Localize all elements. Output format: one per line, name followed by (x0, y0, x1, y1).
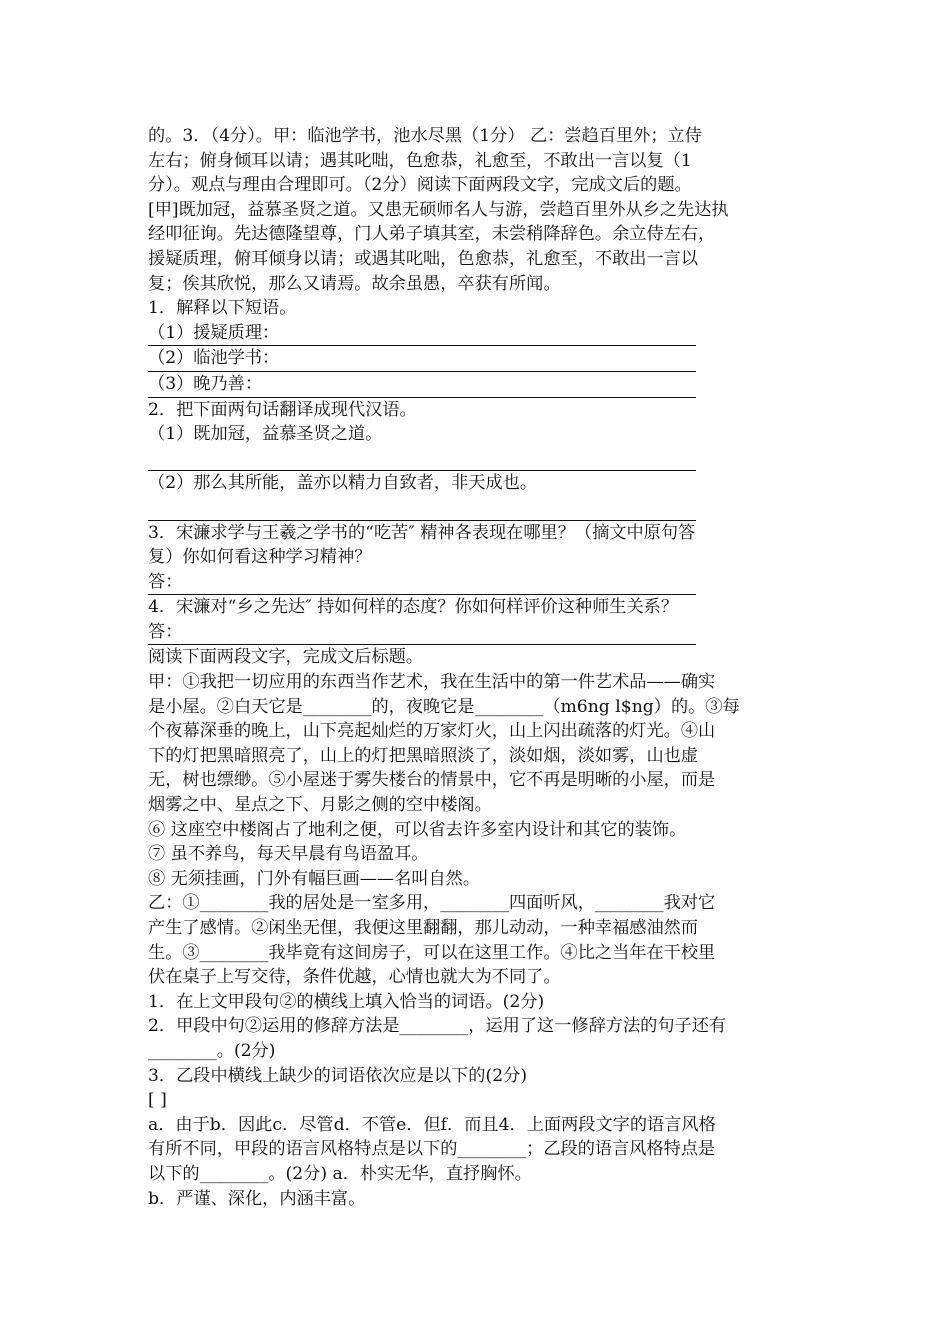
text-line: 分）。观点与理由合理即可。（2分）阅读下面两段文字，完成文后的题。 (148, 175, 692, 196)
text-line: 1．在上文甲段句②的横线上填入恰当的词语。(2分) (148, 991, 545, 1012)
answer-line (148, 321, 696, 347)
question-heading: 2．把下面两句话翻译成现代汉语。 (148, 399, 417, 420)
question-label: （2）那么其所能，盖亦以精力自致者，非天成也。 (148, 473, 538, 494)
text-line: ⑧ 无须挂画，门外有幅巨画——名叫自然。 (148, 868, 481, 889)
text-line: ________。(2分) (148, 1040, 276, 1061)
text-line: a．由于b．因此c．尽管d．不管e．但f．而且4．上面两段文字的语言风格 (148, 1114, 716, 1135)
text-line: 2．甲段中句②运用的修辞方法是________，运用了这一修辞方法的句子还有 (148, 1016, 727, 1037)
text-line: 阅读下面两段文字，完成文后标题。 (148, 647, 424, 668)
text-line: 无，树也缥缈。⑤小屋迷于雾失楼台的情景中，它不再是明晰的小屋，而是 (148, 770, 716, 791)
text-line: ⑦ 虽不养鸟，每天早晨有鸟语盈耳。 (148, 844, 429, 865)
text-line: 伏在桌子上写交待，条件优越，心情也就大为不同了。 (148, 967, 561, 988)
question-heading: 3．宋濂求学与王羲之学书的“吃苦″ 精神各表现在哪里？（摘文中原句答 (148, 522, 696, 543)
answer-line (148, 620, 696, 646)
question-heading: 1．解释以下短语。 (148, 298, 297, 319)
text-line: 产生了感情。②闲坐无俚，我便这里翻翻，那儿动动，一种幸福感油然而 (148, 918, 699, 938)
text-line: 是小屋。②白天它是________的，夜晚它是________（m6ng l$ng）的。③每 (148, 696, 740, 717)
text-line: 援疑质理，俯耳倾身以请；或遇其叱咄，色愈恭，礼愈至，不敢出一言以 (148, 248, 699, 269)
question-heading: 复）你如何看这种学习精神？ (148, 547, 372, 568)
text-line: 复；俟其欣悦，那么又请焉。故余虽愚，卒获有所闻。 (148, 273, 561, 294)
text-line: 乙：①________我的居处是一室多用，________四面听风，________我对它 (148, 893, 716, 914)
document-page (148, 124, 808, 1211)
text-line: 左右；俯身倾耳以请；遇其叱咄，色愈恭，礼愈至，不敢出一言以复（1 (148, 150, 692, 171)
answer-label: 答： (148, 571, 183, 592)
answer-line (148, 372, 696, 398)
text-line: ⑥ 这座空中楼阁占了地利之便，可以省去许多室内设计和其它的装饰。 (148, 819, 687, 840)
text-line: 3．乙段中横线上缺少的词语依次应是以下的(2分) (148, 1065, 528, 1086)
text-line: 以下的________。(2分) a．朴实无华，直抒胸怀。 (148, 1163, 532, 1184)
answer-label: 答： (148, 621, 183, 642)
text-line: 的。3．（4分）。甲：临池学书，池水尽黑（1分） 乙：尝趋百里外；立侍 (148, 126, 702, 146)
blank-answer-line (148, 496, 696, 521)
question-label: （2）临池学书： (148, 348, 280, 369)
text-line: 经叩征询。先达德隆望尊，门人弟子填其室，未尝稍降辞色。余立侍左右， (148, 224, 716, 245)
answer-line (148, 570, 696, 596)
question-label: （1）既加冠，益慕圣贤之道。 (148, 424, 383, 445)
text-line: 烟雾之中、星点之下、月影之侧的空中楼阁。 (148, 795, 492, 816)
question-heading: 4．宋濂对“乡之先达″ 持如何样的态度？你如何样评价这种师生关系？ (148, 597, 679, 618)
text-line: b．严谨、深化，内涵丰富。 (148, 1188, 366, 1209)
answer-line (148, 346, 696, 372)
blank-answer-line (148, 447, 696, 472)
text-line: 甲：①我把一切应用的东西当作艺术，我在生活中的第一件艺术品——确实 (148, 672, 716, 693)
text-line: 个夜幕深垂的晚上，山下亮起灿烂的万家灯火，山上闪出疏落的灯光。④山 (148, 721, 716, 742)
text-line: 生。③________我毕竟有这间房子，可以在这里工作。④比之当年在干校里 (148, 942, 716, 963)
text-line: [甲]既加冠，益慕圣贤之道。又患无硕师名人与游，尝趋百里外从乡之先达执 (148, 199, 729, 220)
question-label: （3）晚乃善： (148, 373, 263, 394)
text-line: [ ] (148, 1090, 167, 1111)
text-line: 下的灯把黑暗照亮了，山上的灯把黑暗照淡了，淡如烟，淡如雾，山也虚 (148, 745, 699, 766)
question-label: （1）援疑质理： (148, 322, 280, 343)
text-line: 有所不同，甲段的语言风格特点是以下的________；乙段的语言风格特点是 (148, 1139, 716, 1160)
